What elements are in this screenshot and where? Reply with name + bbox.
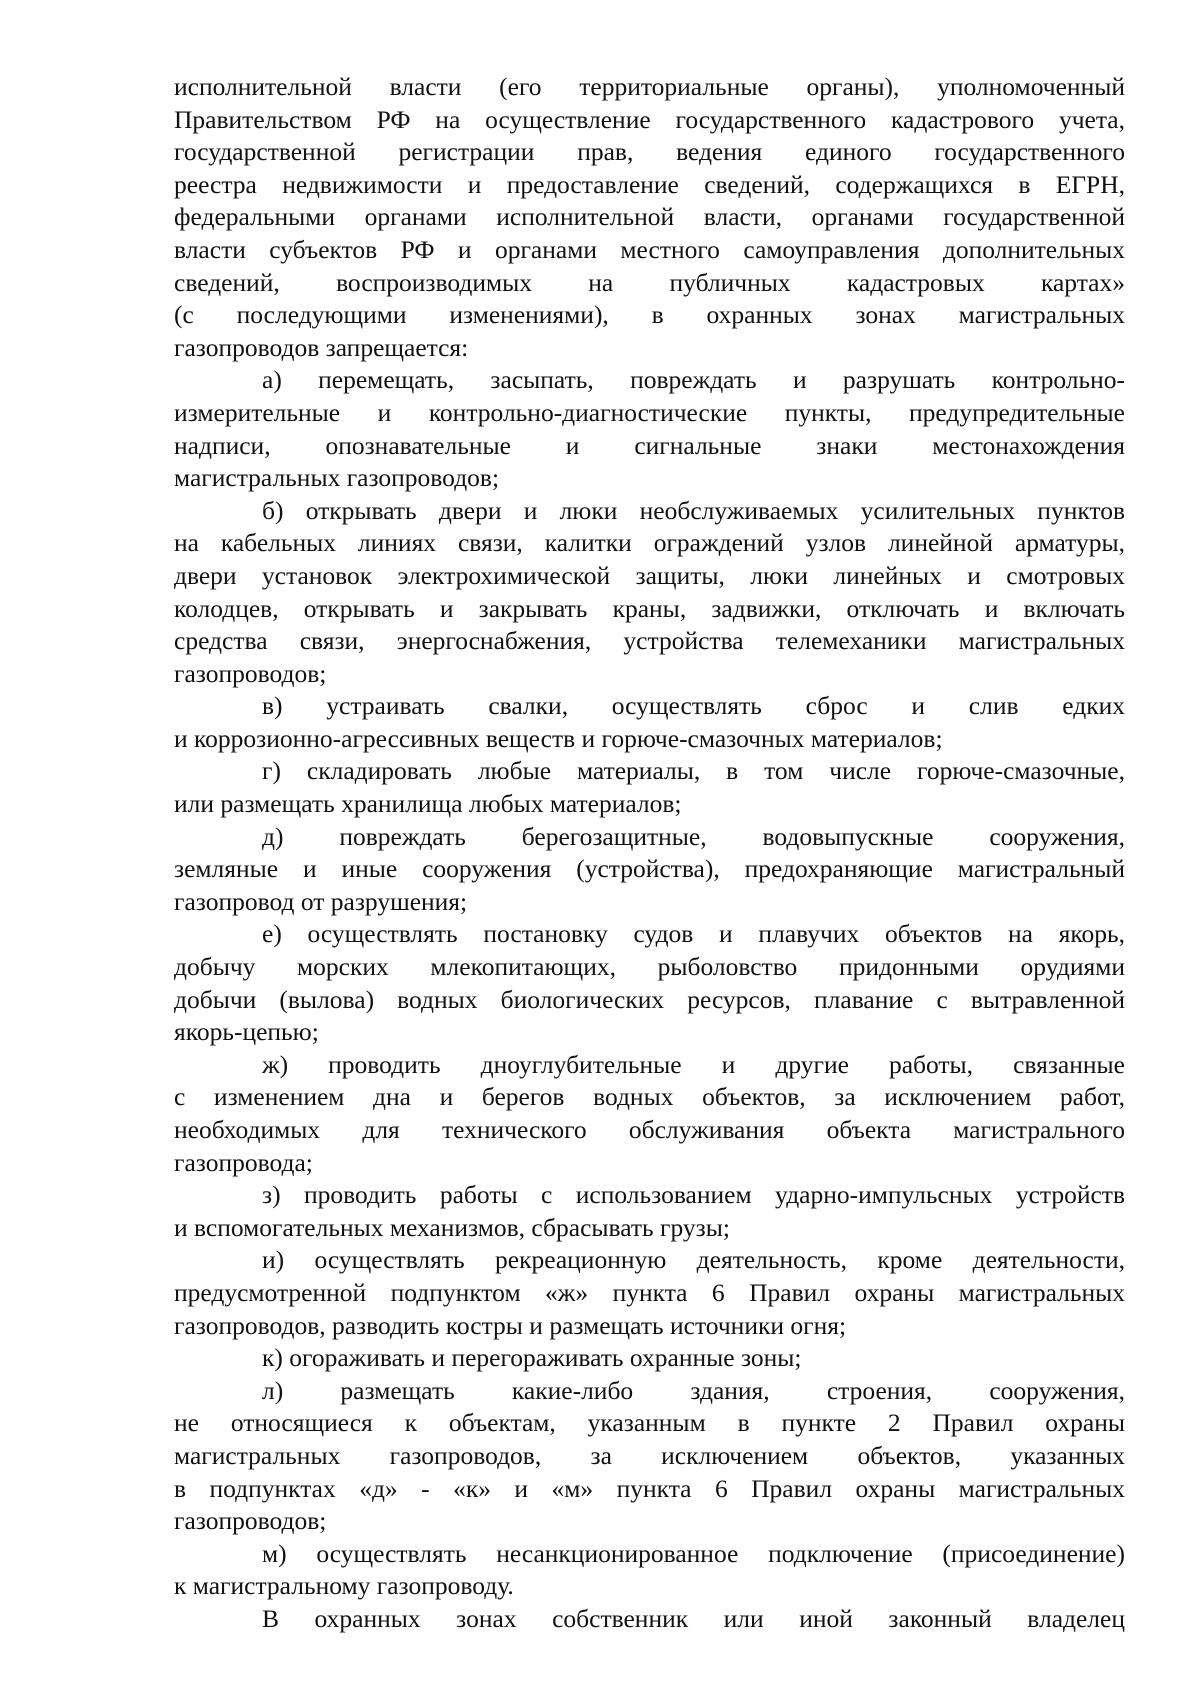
text-line: ж) проводить дноуглубительные и другие работы, связанные — [262, 1049, 1125, 1079]
text-line: федеральными органами исполнительной власти, органами государственной — [174, 202, 1125, 232]
text-line: г) складировать любые материалы, в том числе горюче-смазочные, — [262, 756, 1125, 786]
text-line: двери установок электрохимической защиты, люки линейных и смотровых — [174, 560, 1125, 590]
text-line: д) повреждать берегозащитные, водовыпускные сооружения, — [262, 821, 1125, 851]
text-line: в подпунктах «д» - «к» и «м» пункта 6 Правил охраны магистральных — [174, 1473, 1125, 1503]
text-line: реестра недвижимости и предоставление сведений, содержащихся в ЕГРН, — [174, 169, 1125, 199]
text-line: магистральных газопроводов; — [174, 463, 500, 493]
text-line: газопроводов, разводить костры и размещать источники огня; — [174, 1310, 847, 1340]
text-line: в) устраивать свалки, осуществлять сброс и слив едких — [262, 691, 1125, 721]
text-line: или размещать хранилища любых материалов; — [174, 789, 682, 819]
text-line: л) размещать какие-либо здания, строения, сооружения, — [262, 1375, 1125, 1405]
paragraph — [174, 1049, 1125, 1179]
text-line: земляные и иные сооружения (устройства), предохраняющие магистральный — [174, 854, 1125, 884]
text-line: к магистральному газопроводу. — [174, 1571, 514, 1601]
text-line: не относящиеся к объектам, указанным в пункте 2 Правил охраны — [174, 1408, 1125, 1438]
paragraph — [174, 364, 1125, 494]
paragraph — [174, 821, 1125, 919]
paragraph — [174, 495, 1125, 691]
text-line: предусмотренной подпунктом «ж» пункта 6 Правил охраны магистральных — [174, 1277, 1125, 1307]
text-line: газопроводов запрещается: — [174, 332, 469, 362]
paragraph — [174, 1244, 1125, 1342]
paragraph — [174, 1603, 1125, 1636]
text-line: газопровода; — [174, 1147, 313, 1177]
text-line: и вспомогательных механизмов, сбрасывать грузы; — [174, 1212, 730, 1242]
text-line: измерительные и контрольно-диагностические пункты, предупредительные — [174, 397, 1125, 427]
document-text — [174, 71, 1125, 1636]
text-line: на кабельных линиях связи, калитки ограждений узлов линейной арматуры, — [174, 528, 1125, 558]
text-line: колодцев, открывать и закрывать краны, задвижки, отключать и включать — [174, 593, 1125, 623]
text-line: б) открывать двери и люки необслуживаемых усилительных пунктов — [262, 495, 1125, 525]
paragraph — [174, 1538, 1125, 1603]
paragraph — [174, 755, 1125, 820]
text-line: необходимых для технического обслуживания объекта магистрального — [174, 1115, 1125, 1144]
text-line: газопроводов; — [174, 658, 327, 688]
text-line: к) огораживать и перегораживать охранные зоны; — [262, 1343, 802, 1373]
paragraph — [174, 1179, 1125, 1244]
text-line: якорь-цепью; — [174, 1017, 319, 1047]
text-line: а) перемещать, засыпать, повреждать и разрушать контрольно- — [262, 365, 1125, 395]
text-line: газопровод от разрушения; — [174, 886, 468, 916]
text-line: средства связи, энергоснабжения, устройства телемеханики магистральных — [174, 626, 1125, 656]
text-line: с изменением дна и берегов водных объектов, за исключением работ, — [174, 1082, 1125, 1112]
paragraph — [174, 1375, 1125, 1538]
text-line: магистральных газопроводов, за исключением объектов, указанных — [174, 1440, 1125, 1470]
text-line: и коррозионно-агрессивных веществ и горюче-смазочных материалов; — [174, 723, 943, 753]
text-line: з) проводить работы с использованием ударно-импульсных устройств — [262, 1180, 1125, 1210]
text-line: Правительством РФ на осуществление государственного кадастрового учета, — [174, 104, 1125, 134]
text-line: государственной регистрации прав, ведения единого государственного — [174, 137, 1125, 167]
text-line: В охранных зонах собственник или иной законный владелец — [262, 1603, 1125, 1633]
text-line: газопроводов; — [174, 1506, 327, 1536]
text-line: исполнительной власти (его территориальные органы), уполномоченный — [174, 72, 1125, 101]
text-line: и) осуществлять рекреационную деятельность, кроме деятельности, — [262, 1245, 1125, 1275]
paragraph — [174, 71, 1125, 364]
text-line: е) осуществлять постановку судов и плавучих объектов на якорь, — [262, 919, 1125, 949]
text-line: добычи (вылова) водных биологических ресурсов, плавание с вытравленной — [174, 984, 1125, 1014]
paragraph — [174, 918, 1125, 1048]
text-line: сведений, воспроизводимых на публичных кадастровых картах» — [174, 267, 1125, 297]
paragraph — [174, 690, 1125, 755]
text-line: власти субъектов РФ и органами местного самоуправления дополнительных — [174, 234, 1125, 264]
text-line: надписи, опознавательные и сигнальные знаки местонахождения — [174, 430, 1125, 460]
text-line: (с последующими изменениями), в охранных зонах магистральных — [174, 300, 1125, 330]
paragraph — [174, 1342, 1125, 1375]
text-line: м) осуществлять несанкционированное подключение (присоединение) — [262, 1538, 1125, 1568]
text-line: добычу морских млекопитающих, рыболовство придонными орудиями — [174, 952, 1125, 982]
